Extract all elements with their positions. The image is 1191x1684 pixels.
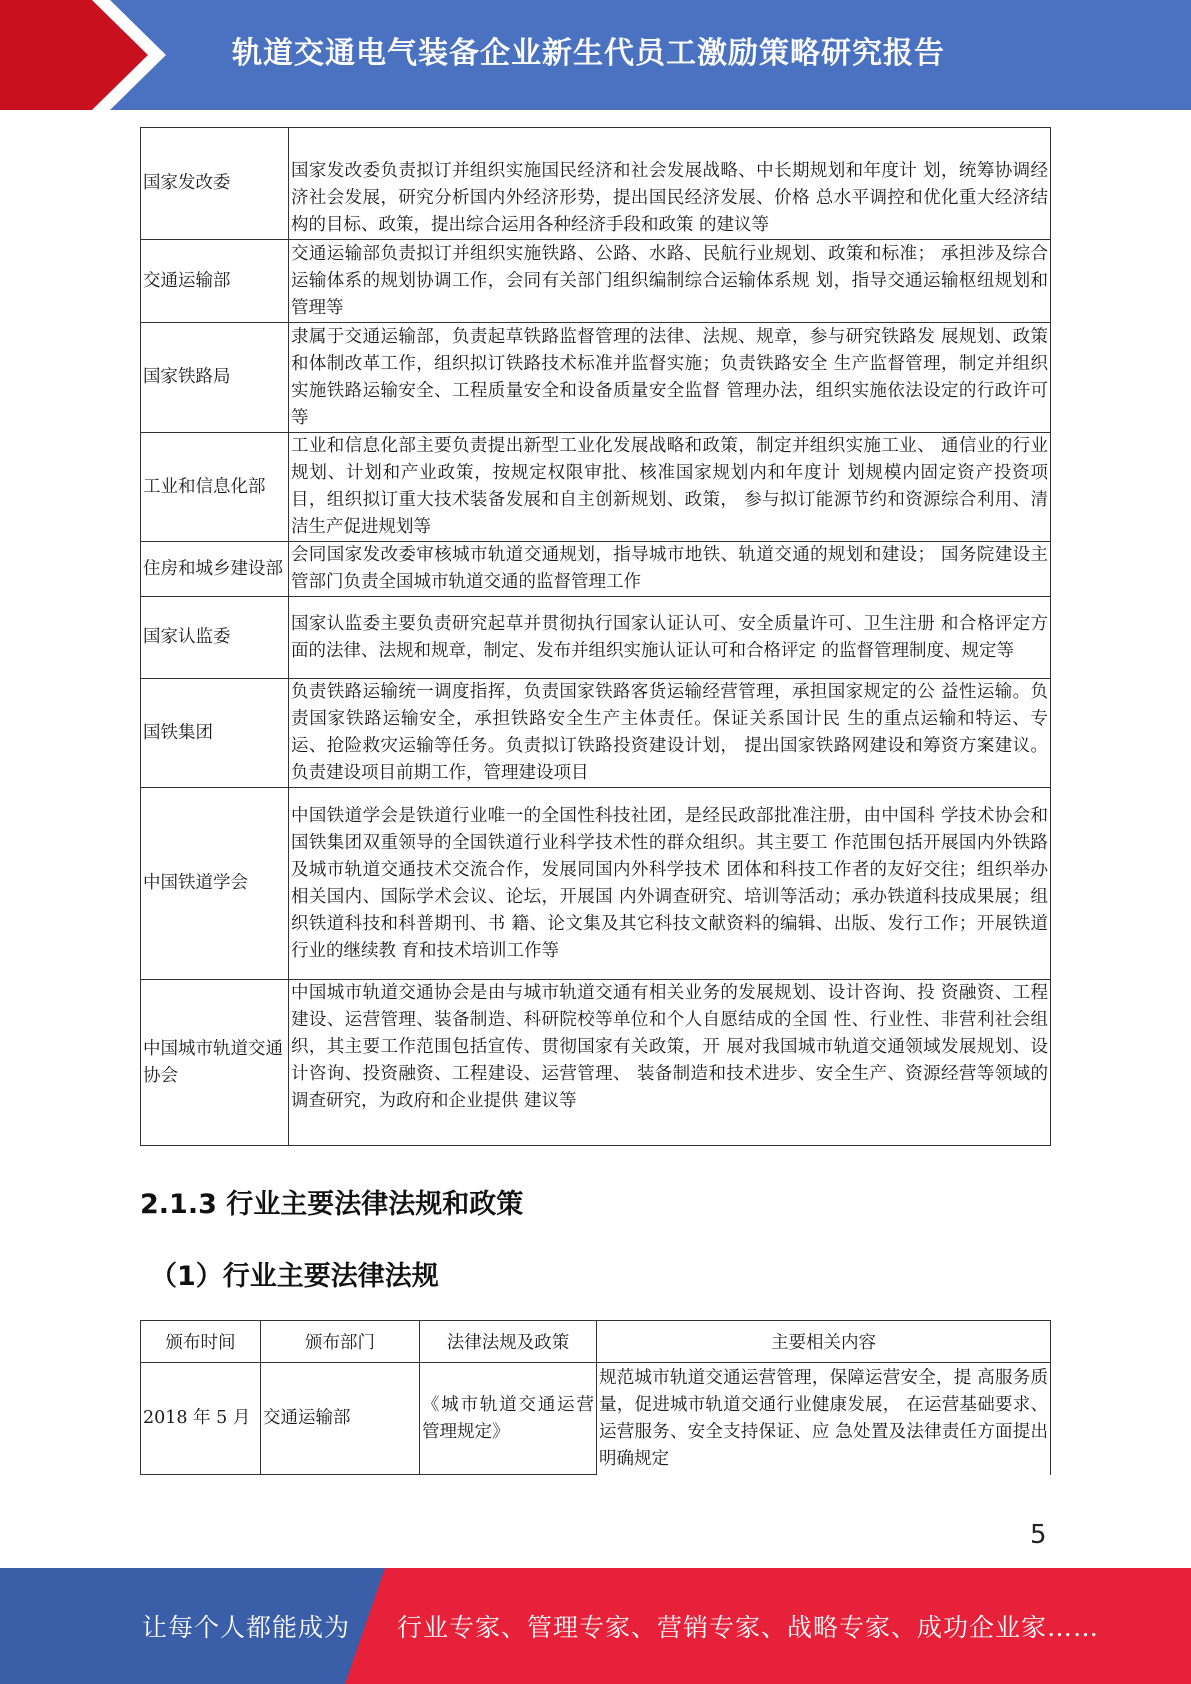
org-name-cell: 交通运输部 [141, 240, 289, 323]
table-row [141, 542, 1051, 597]
footer-slogan-right: 行业专家、管理专家、营销专家、战略专家、成功企业家…… [397, 1613, 1100, 1642]
org-desc-cell: 隶属于交通运输部，负责起草铁路监督管理的法律、法规、规章，参与研究铁路发 展规划、政策和体制改革工作，组织拟订铁路技术标准并监督实施；负责铁路安全 生产监督管理，制定并组织实施铁路运输安全、工程质量安全和设备质量安全监督 管理办法，组织实施依法设定的行政许可等 [289, 323, 1051, 433]
org-name-cell: 中国铁道学会 [141, 788, 289, 980]
org-name-cell: 国家发改委 [141, 128, 289, 240]
table-row [141, 788, 1051, 980]
section-heading: 2.1.3 行业主要法律法规和政策 [140, 1189, 524, 1220]
subsection-heading: （1）行业主要法律法规 [150, 1261, 439, 1292]
page-header [0, 0, 1191, 110]
org-desc-cell: 中国城市轨道交通协会是由与城市轨道交通有相关业务的发展规划、设计咨询、投 资融资、工程建设、运营管理、装备制造、科研院校等单位和个人自愿结成的全国 性、行业性、非营利社会组织，其主要工作范围包括宣传、贯彻国家有关政策，开 展对我国城市轨道交通领域发展规划、设计咨询、投资融资、工程建设、运营管理、 装备制造和技术进步、安全生产、资源经营等领域的调查研究，为政府和企业提供 建议等 [289, 980, 1051, 1146]
dept-cell: 交通运输部 [261, 1363, 420, 1475]
footer-slogan-left: 让每个人都能成为 [142, 1613, 351, 1642]
org-name-cell: 工业和信息化部 [141, 433, 289, 542]
org-desc-cell: 国家认监委主要负责研究起草并贯彻执行国家认证认可、安全质量许可、卫生注册 和合格评定方面的法律、法规和规章，制定、发布并组织实施认证认可和合格评定 的监督管理制度、规定等 [289, 597, 1051, 679]
table-row [141, 128, 1051, 240]
table-row [141, 980, 1051, 1146]
header-title: 轨道交通电气装备企业新生代员工激励策略研究报告 [232, 36, 945, 71]
org-name-cell: 国家铁路局 [141, 323, 289, 433]
date-cell: 2018 年 5 月 [141, 1363, 261, 1475]
table-header-row [141, 1321, 1051, 1363]
table-row [141, 1363, 1051, 1475]
org-desc-cell: 交通运输部负责拟订并组织实施铁路、公路、水路、民航行业规划、政策和标准； 承担涉及综合运输体系的规划协调工作，会同有关部门组织编制综合运输体系规 划，指导交通运输枢纽规划和管理等 [289, 240, 1051, 323]
regulatory-bodies-table [140, 127, 1051, 1146]
column-header: 主要相关内容 [597, 1321, 1051, 1363]
page-footer [0, 1568, 1191, 1684]
table-row [141, 433, 1051, 542]
table-row [141, 679, 1051, 788]
column-header: 法律法规及政策 [420, 1321, 597, 1363]
org-desc-cell: 工业和信息化部主要负责提出新型工业化发展战略和政策，制定并组织实施工业、 通信业的行业规划、计划和产业政策，按规定权限审批、核准国家规划内和年度计 划规模内固定资产投资项目，组织拟订重大技术装备发展和自主创新规划、政策， 参与拟订能源节约和资源综合利用、清洁生产促进规划等 [289, 433, 1051, 542]
laws-regulations-table [140, 1320, 1051, 1475]
org-desc-cell: 国家发改委负责拟订并组织实施国民经济和社会发展战略、中长期规划和年度计 划，统筹协调经济社会发展，研究分析国内外经济形势，提出国民经济发展、价格 总水平调控和优化重大经济结构的目标、政策，提出综合运用各种经济手段和政策 的建议等 [289, 128, 1051, 240]
table-row [141, 597, 1051, 679]
org-name-cell: 中国城市轨道交通协会 [141, 980, 289, 1146]
law-cell: 《城市轨道交通运营管理规定》 [420, 1363, 597, 1475]
table-row [141, 240, 1051, 323]
org-name-cell: 国铁集团 [141, 679, 289, 788]
column-header: 颁布部门 [261, 1321, 420, 1363]
page-number: 5 [1030, 1520, 1047, 1550]
org-desc-cell: 负责铁路运输统一调度指挥，负责国家铁路客货运输经营管理，承担国家规定的公 益性运输。负责国家铁路运输安全，承担铁路安全生产主体责任。保证关系国计民 生的重点运输和特运、专运、抢险救灾运输等任务。负责拟订铁路投资建设计划， 提出国家铁路网建设和筹资方案建议。负责建设项目前期工作，管理建设项目 [289, 679, 1051, 788]
org-name-cell: 住房和城乡建设部 [141, 542, 289, 597]
table-row [141, 323, 1051, 433]
org-name-cell: 国家认监委 [141, 597, 289, 679]
org-desc-cell: 会同国家发改委审核城市轨道交通规划，指导城市地铁、轨道交通的规划和建设； 国务院建设主管部门负责全国城市轨道交通的监督管理工作 [289, 542, 1051, 597]
content-cell: 规范城市轨道交通运营管理，保障运营安全，提 高服务质量，促进城市轨道交通行业健康发展， 在运营基础要求、运营服务、安全支持保证、应 急处置及法律责任方面提出明确规定 [597, 1363, 1051, 1475]
column-header: 颁布时间 [141, 1321, 261, 1363]
org-desc-cell: 中国铁道学会是铁道行业唯一的全国性科技社团，是经民政部批准注册，由中国科 学技术协会和国铁集团双重领导的全国铁道行业科学技术性的群众组织。其主要工 作范围包括开展国内外铁路及城市轨道交通技术交流合作，发展同国内外科学技术 团体和科技工作者的友好交往；组织举办相关国内、国际学术会议、论坛，开展国 内外调查研究、培训等活动；承办铁道科技成果展；组织铁道科技和科普期刊、书 籍、论文集及其它科技文献资料的编辑、出版、发行工作；开展铁道行业的继续教 育和技术培训工作等 [289, 788, 1051, 980]
